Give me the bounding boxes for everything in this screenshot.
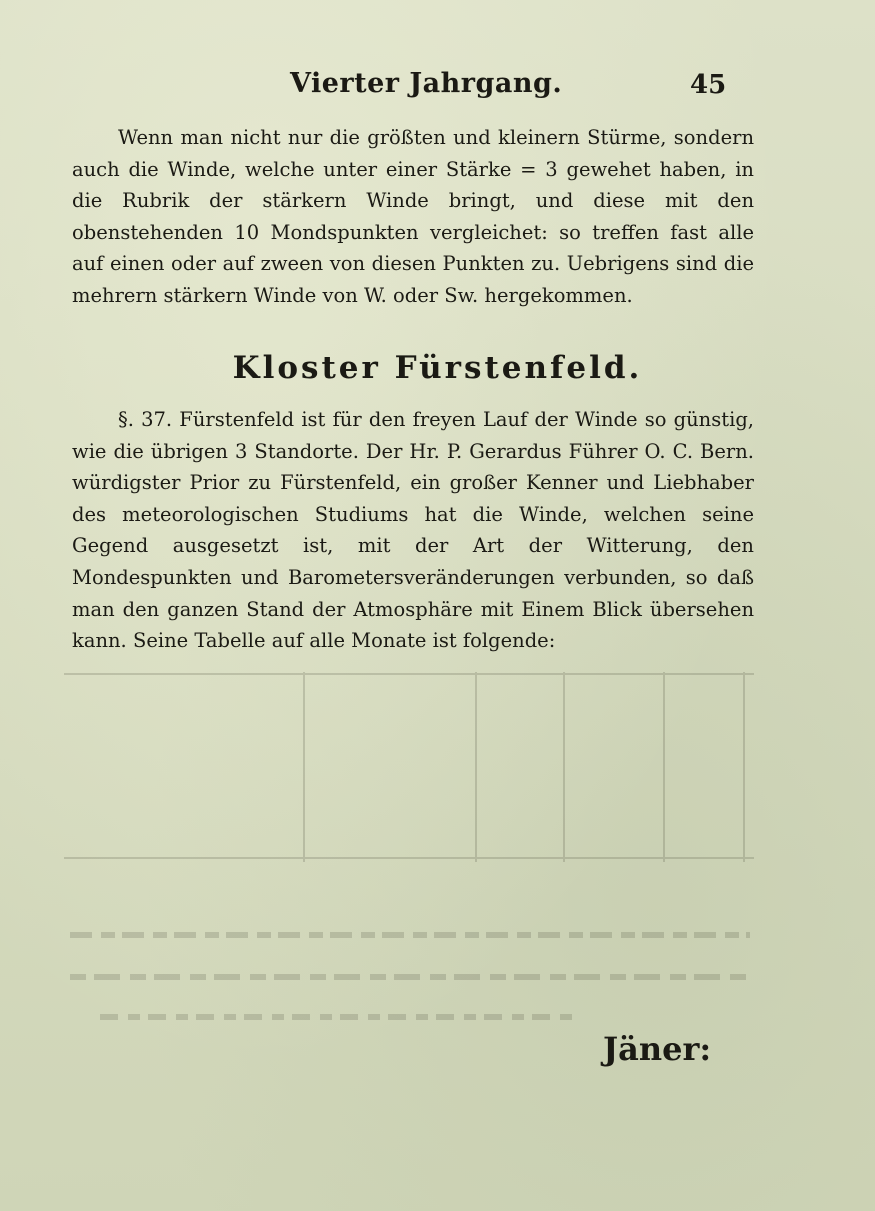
show-through-text	[60, 905, 760, 1045]
section-title: Kloster Fürstenfeld.	[232, 350, 643, 386]
page-number: 45	[690, 70, 727, 100]
paragraph-storms-summary: Wenn man nicht nur die größten und kleinern Stürme, sondern auch die Winde, welche unter einer Stärke = 3 gewehet haben, in die Rubrik der stärkern Winde bringt, und diese mit den obenstehenden 10 Mondspunkten vergleichet: so treffen fast alle auf einen oder auf zween von diesen Punkten zu. Uebrigens sind die mehrern stärkern Winde von W. oder Sw. hergekommen.	[72, 126, 754, 307]
show-through-table	[64, 672, 754, 862]
page-header	[0, 68, 875, 108]
catchword: Jäner:	[603, 1030, 712, 1068]
running-head: Vierter Jahrgang.	[290, 68, 563, 99]
paragraph-fuerstenfeld: §. 37. Fürstenfeld ist für den freyen Lauf der Winde so günstig, wie die übrigen 3 Standorte. Der Hr. P. Gerardus Führer O. C. Bern. würdigster Prior zu Fürstenfeld, ein großer Kenner und Liebhaber des meteorologischen Studiums hat die Winde, welchen seine Gegend ausgesetzt ist, mit der Art der Witterung, den Mondespunkten und Barometersveränderungen verbunden, so daß man den ganzen Stand der Atmosphäre mit Einem Blick übersehen kann. Seine Tabelle auf alle Monate ist folgende:	[72, 408, 754, 653]
